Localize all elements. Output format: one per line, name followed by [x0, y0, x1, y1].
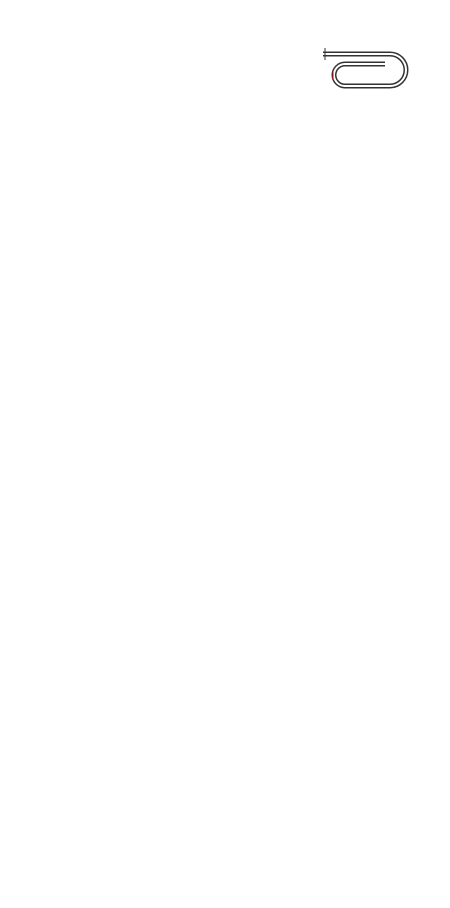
track-diagram-icon — [315, 42, 415, 90]
